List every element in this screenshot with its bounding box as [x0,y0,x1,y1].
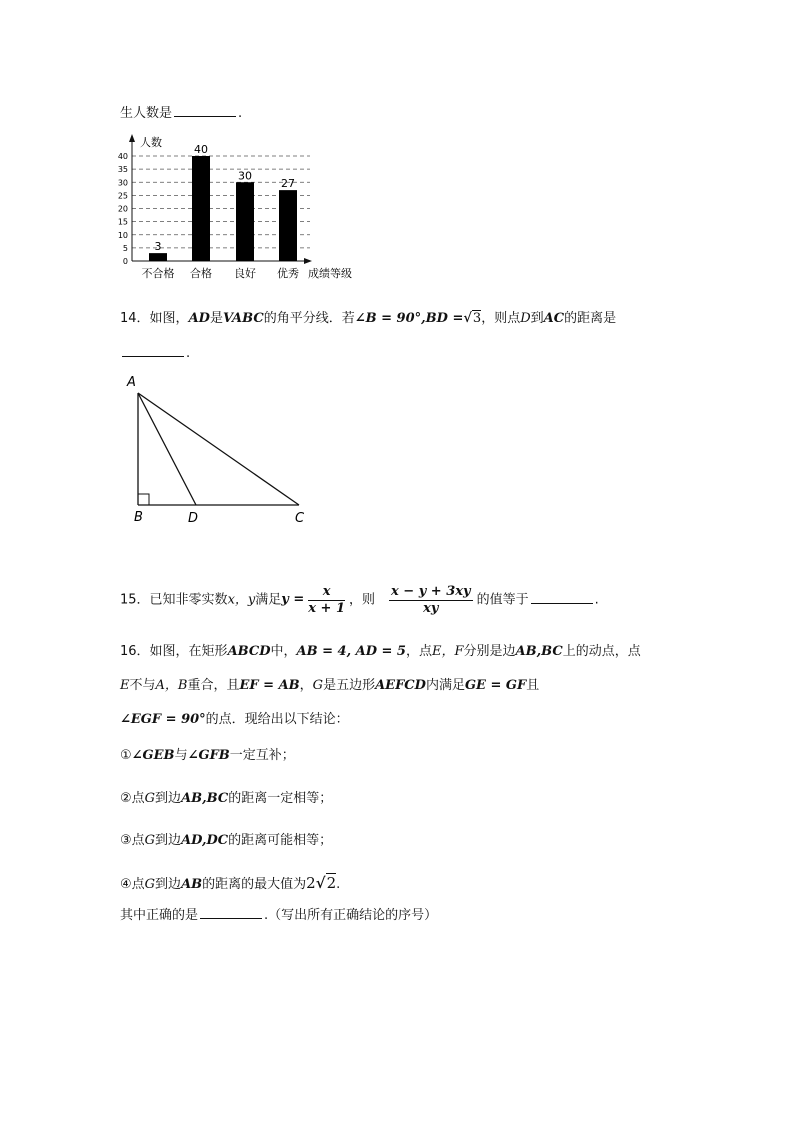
category-label: 不合格 [141,267,175,280]
question-16-answer: 其中正确的是 .（写出所有正确结论的序号） [120,904,437,926]
answer-blank [531,589,593,604]
conclusion-2: ②点G到边AB,BC的距离一定相等； [120,791,333,806]
y-axis-label: 人数 [140,136,162,149]
bar-value-label: 40 [194,143,208,156]
category-label: 合格 [190,267,212,280]
y-tick-label: 25 [117,191,128,201]
y-tick-label: 40 [117,152,128,161]
label-c: C [295,511,305,526]
segment-ad [138,393,196,505]
y-tick-label: 30 [117,178,128,188]
conclusion-1: ①∠GEB与∠GFB一定互补； [120,748,295,763]
bar-chart [110,130,370,285]
y-tick-label: 0 [122,257,128,266]
label-b: B [134,510,143,525]
question-14-line2: . [120,342,190,364]
question-16-line2: E不与A，B重合，且EF = AB，G是五边形AEFCD内满足GE = GF且 [120,678,540,693]
answer-blank [122,342,184,357]
bar [236,182,254,261]
y-tick-label: 20 [117,204,128,214]
intro-text: 生人数是 [120,106,173,121]
x-axis-arrow [304,258,312,264]
bar [192,156,210,261]
question-14-line1: 14．如图，AD是VABC的角平分线．若∠B = 90°,BD =√3，则点D到AC的距离是 [120,311,617,326]
y-tick-label: 5 [122,243,128,253]
conclusion-3: ③点G到边AD,DC的距离可能相等； [120,833,333,848]
question-15: 15．已知非零实数x，y满足y = $\frac{x}{x + 1}$ ，则 $\frac{x - y + 3xy}{xy}$ 的值等于 . [120,583,599,616]
label-a: A [127,375,136,390]
intro-line: 生人数是 . [120,102,242,124]
y-tick-label: 35 [117,165,128,175]
fraction-y: $\frac{x}{x + 1}$ [308,583,345,616]
bar [149,253,167,261]
y-tick-label: 15 [117,217,128,227]
bar-value-label: 30 [238,169,252,183]
bar-value-label: 3 [154,240,162,254]
fraction-expression: $\frac{x - y + 3xy}{xy}$ [391,583,471,616]
label-d: D [188,511,199,526]
question-16-line3: ∠EGF = 90°的点．现给出以下结论： [120,712,349,727]
answer-blank [174,102,236,117]
category-label: 良好 [234,267,256,280]
segment-ac [138,393,299,505]
x-axis-label: 成绩等级 [308,267,352,280]
bar [279,190,297,261]
bar-value-label: 27 [281,177,295,191]
triangle-figure [118,368,318,528]
category-label: 优秀 [277,267,299,280]
y-tick-label: 10 [117,230,128,240]
question-16-line1: 16．如图，在矩形ABCD中，AB = 4, AD = 5，点E，F分别是边AB,BC上的动点，点 [120,644,641,659]
conclusion-4: ④点G到边AB的距离的最大值为2√2. [120,874,341,892]
answer-blank [200,904,262,919]
right-angle-mark [138,494,149,505]
y-axis-arrow [129,134,135,142]
